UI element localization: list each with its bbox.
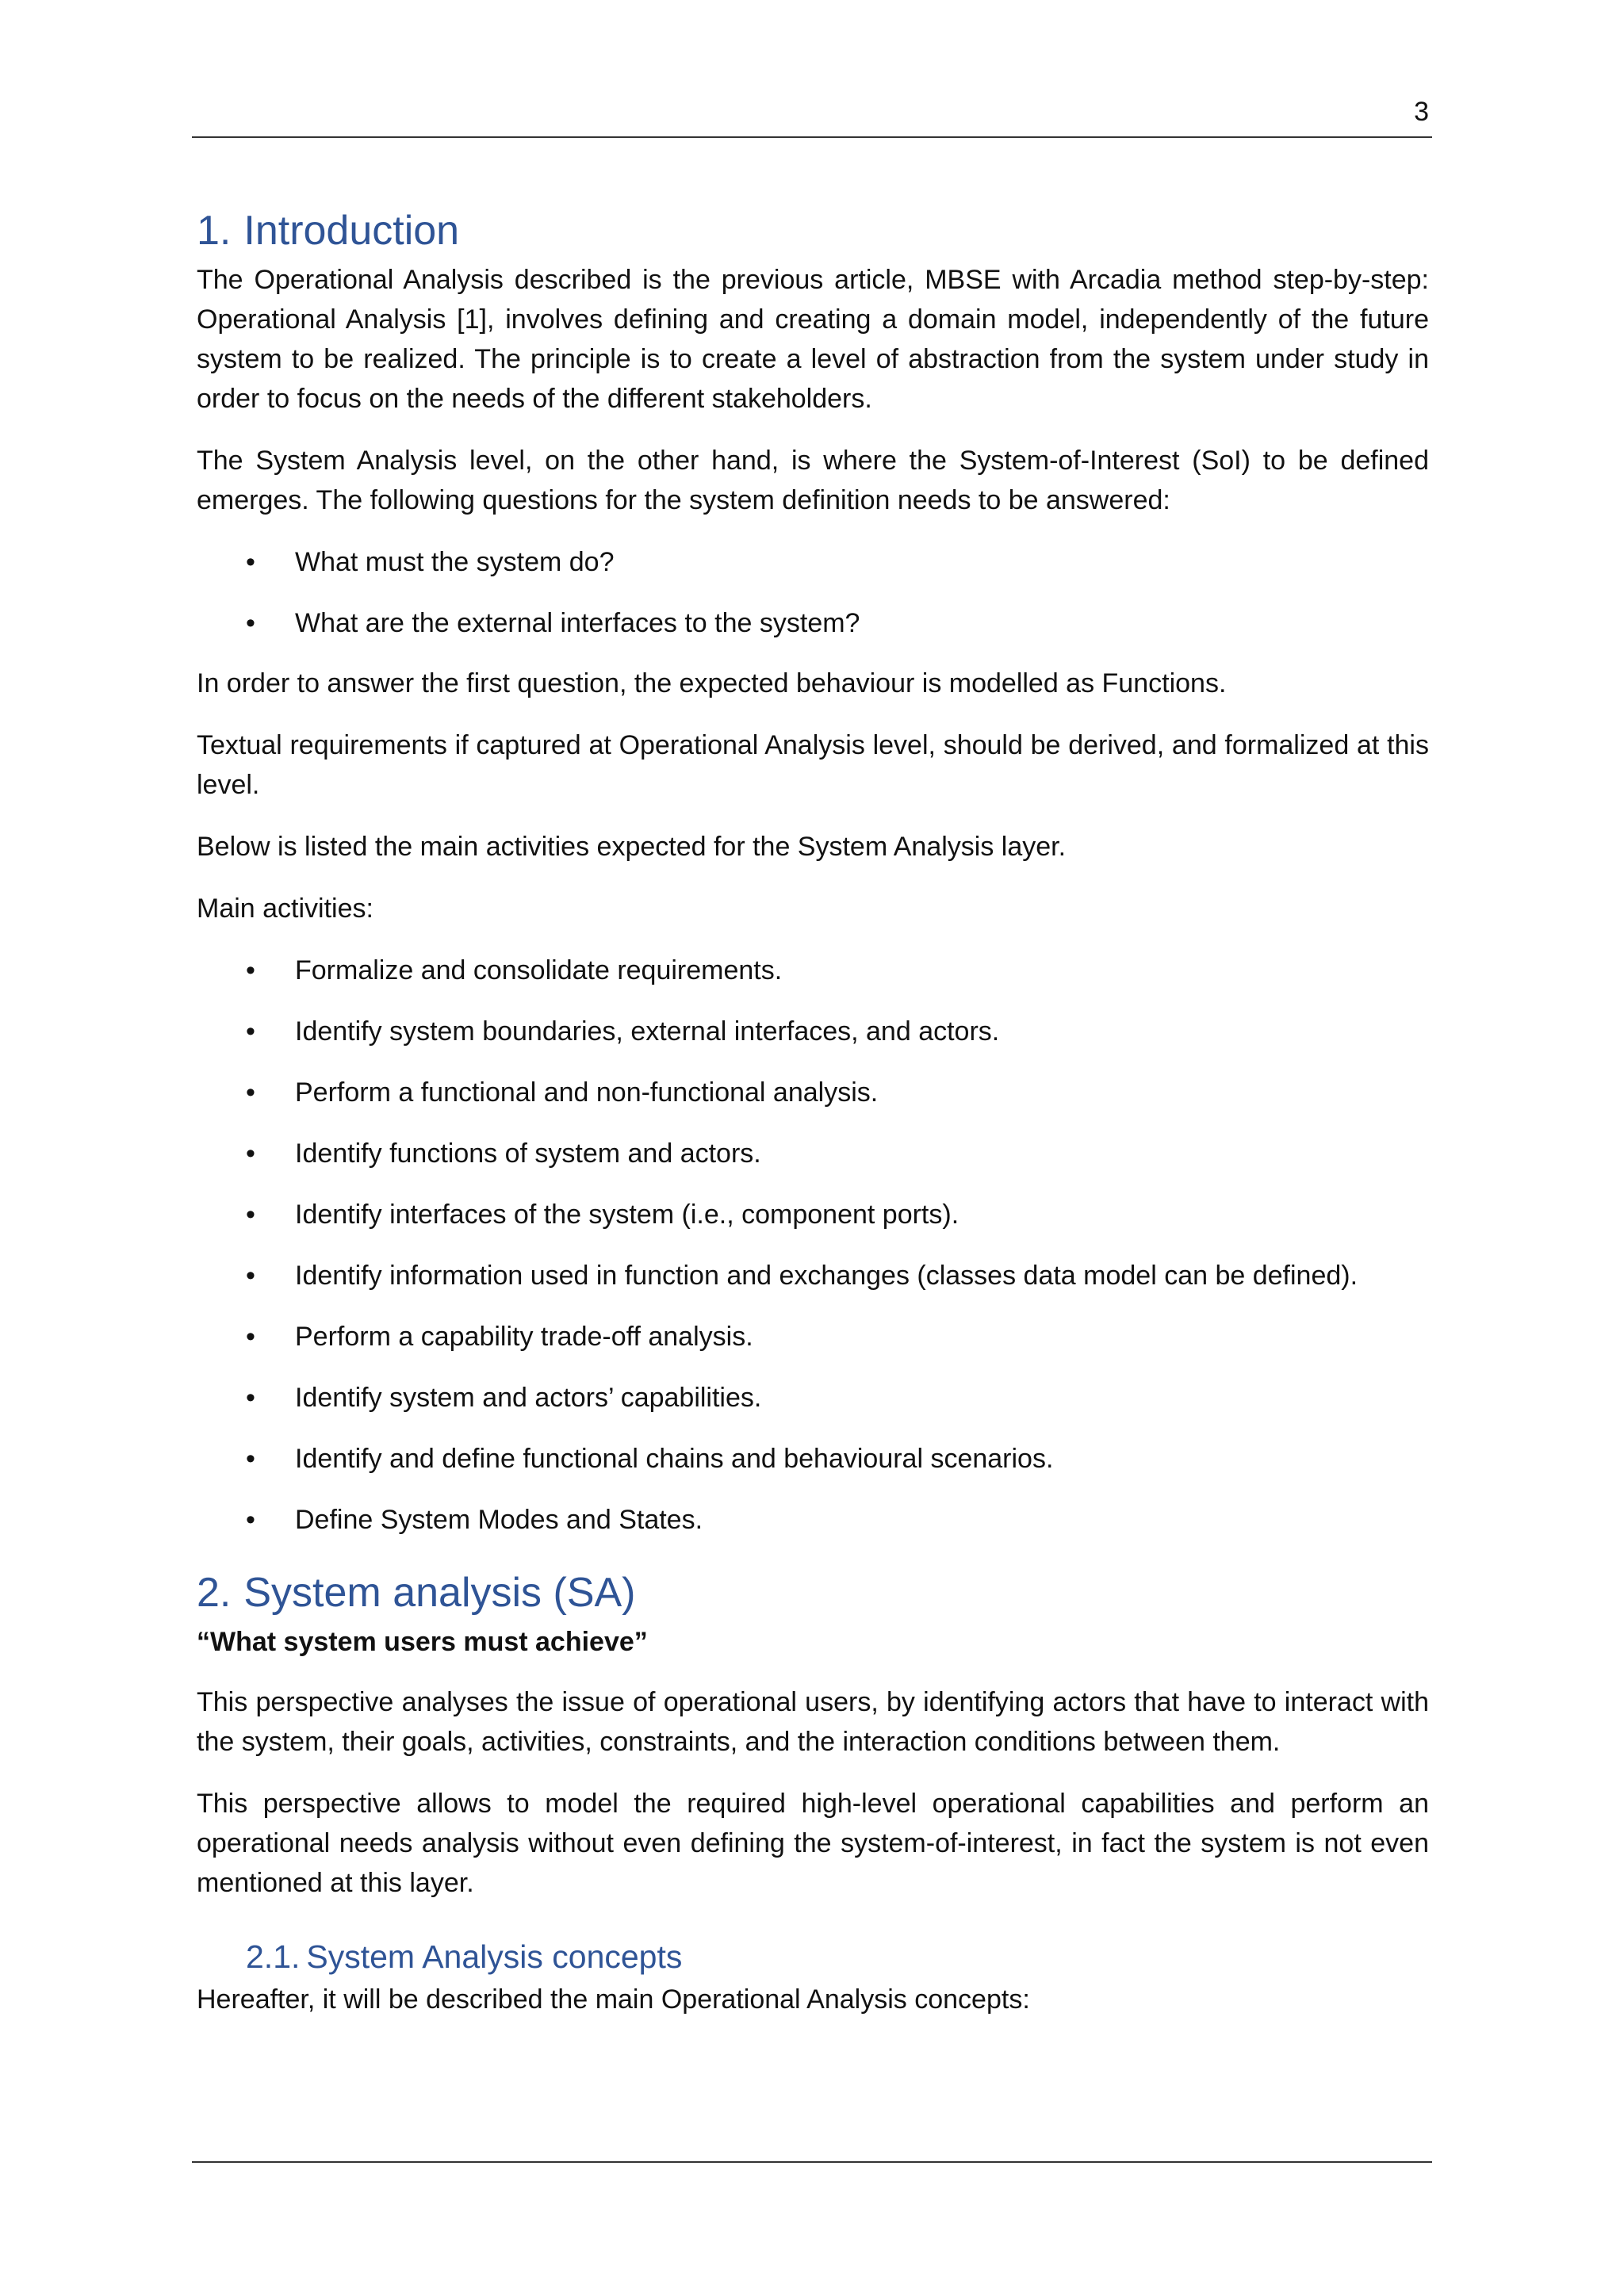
page-content [197,208,1429,2019]
footer-rule [192,2161,1432,2163]
list-item: • Perform a functional and non-functional analysis. [197,1073,1429,1112]
subsection-2-1-heading [246,1938,1429,1976]
list-item: • Formalize and consolidate requirements. [197,951,1429,990]
section-2-paragraph-1: This perspective analyses the issue of operational users, by identifying actors that have to interact with the system, their goals, activities, constraints, and the interaction conditions between them. [197,1686,1429,1757]
main-activities-label: Main activities: [197,893,373,924]
section-2-title: System analysis (SA) [243,1569,636,1616]
section-2-paragraph-2: This perspective allows to model the required high-level operational capabilities and perform an operational needs analysis without even defining the system-of-interest, in fact the system is not even mentioned at this layer. [197,1788,1429,1898]
subsection-2-1-title: System Analysis concepts [306,1938,683,1975]
intro-paragraph-2: The System Analysis level, on the other hand, is where the System-of-Interest (SoI) to be defined emerges. The following questions for the system definition needs to be answered: [197,445,1429,515]
page-number: 3 [1414,97,1429,127]
list-item: • Identify and define functional chains and behavioural scenarios. [197,1439,1429,1479]
section-1-heading [197,208,1429,255]
header-rule [192,136,1432,138]
intro-paragraph-1: The Operational Analysis described is the previous article, MBSE with Arcadia method step-by-step: Operational Analysis [1], involves defining and creating a domain model, independently of the future system to be realized. The principle is to create a level of abstraction from the system under study in order to focus on the needs of the different stakeholders. [197,264,1429,414]
list-item: • Identify system and actors’ capabilities. [197,1378,1429,1418]
section-1-title: Introduction [243,208,460,254]
section-2-heading [197,1570,1429,1617]
questions-list [197,542,1429,643]
list-item: • Define System Modes and States. [197,1500,1429,1540]
list-item: • What are the external interfaces to the system? [197,603,1429,643]
list-item: • Identify interfaces of the system (i.e., component ports). [197,1195,1429,1234]
intro-paragraph-4: Textual requirements if captured at Operational Analysis level, should be derived, and formalized at this level. [197,729,1429,800]
activities-list [197,951,1429,1540]
section-2-subtitle: “What system users must achieve” [197,1626,648,1657]
section-1-number: 1. [197,208,232,254]
section-2-number: 2. [197,1569,232,1616]
list-item: • What must the system do? [197,542,1429,582]
intro-paragraph-3: In order to answer the first question, the expected behaviour is modelled as Functions. [197,668,1227,698]
list-item: • Identify information used in function and exchanges (classes data model can be defined). [197,1256,1429,1295]
list-item: • Identify system boundaries, external interfaces, and actors. [197,1012,1429,1051]
subsection-2-1-number: 2.1. [246,1938,301,1975]
subsection-2-1-paragraph: Hereafter, it will be described the main Operational Analysis concepts: [197,1984,1030,2015]
intro-paragraph-5: Below is listed the main activities expected for the System Analysis layer. [197,831,1067,862]
list-item: • Identify functions of system and actors. [197,1134,1429,1173]
list-item: • Perform a capability trade-off analysis. [197,1317,1429,1357]
